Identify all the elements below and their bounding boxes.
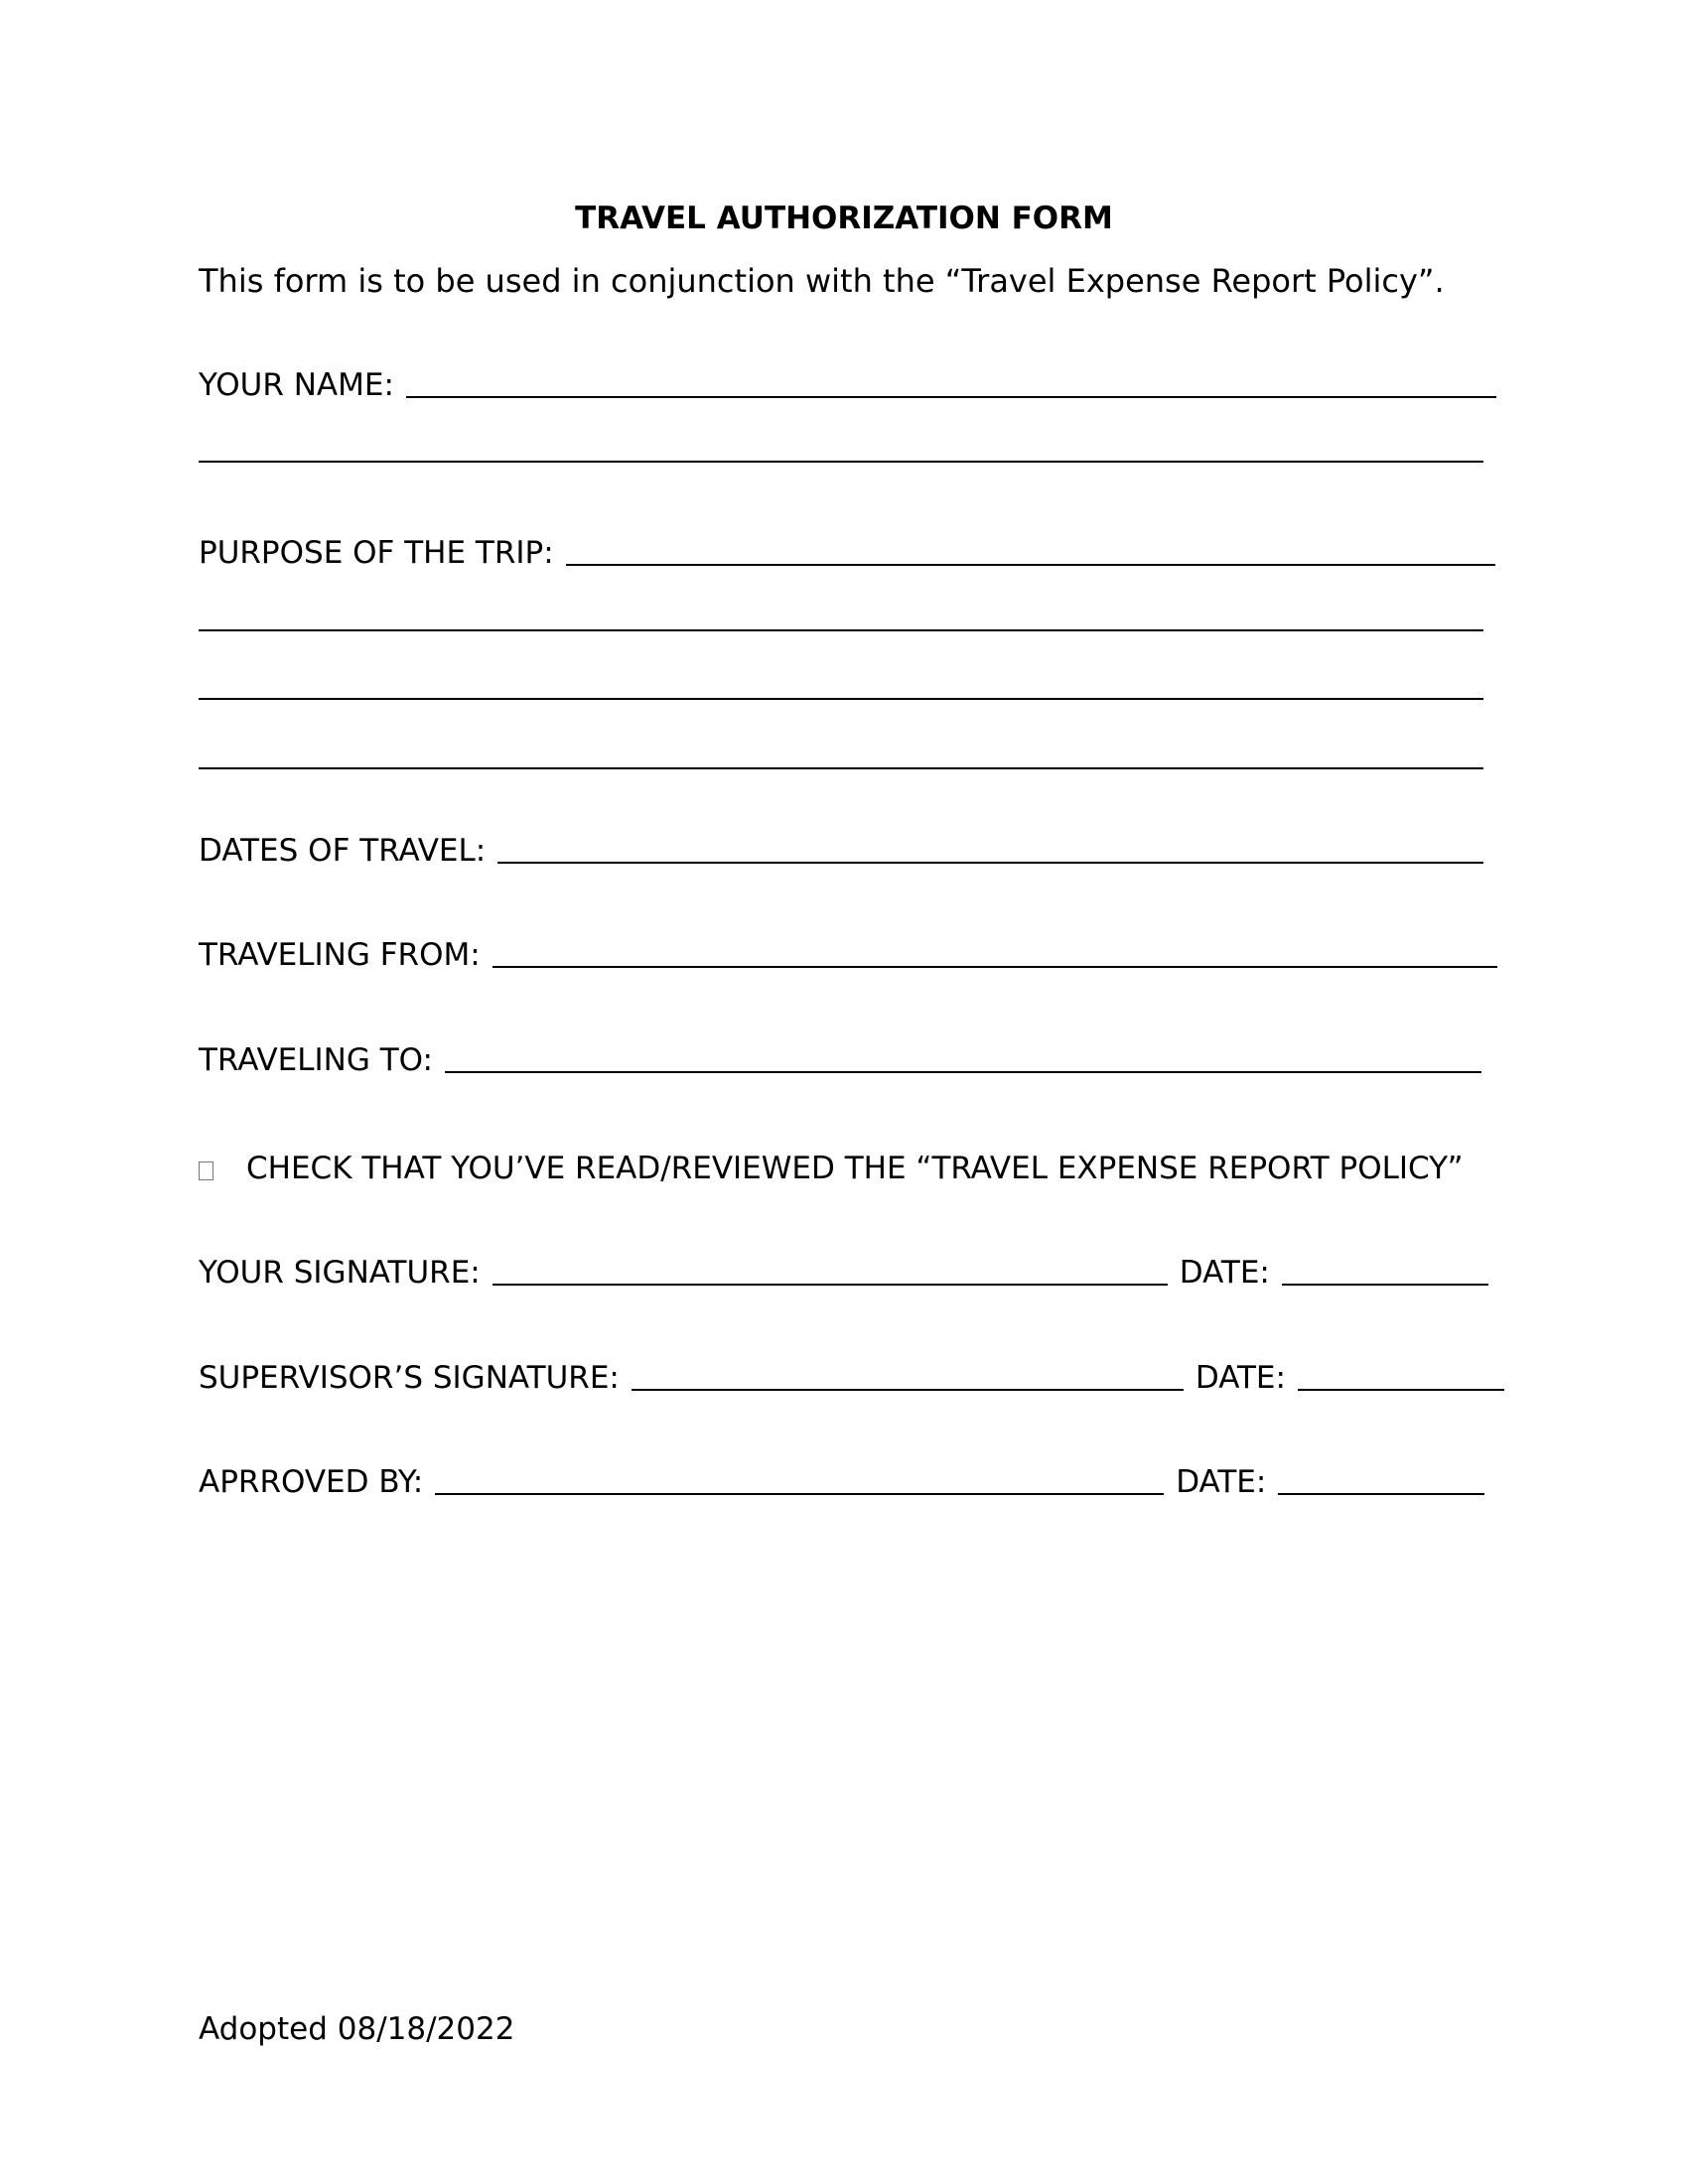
approved-by-label: APRROVED BY: [199, 1464, 424, 1500]
your-signature-row [199, 1253, 1488, 1293]
your-signature-field[interactable] [492, 1284, 1168, 1286]
your-name-label: YOUR NAME: [199, 367, 394, 403]
dates-of-travel-field[interactable] [497, 862, 1483, 864]
traveling-to-label: TRAVELING TO: [199, 1042, 433, 1078]
your-signature-date-label: DATE: [1179, 1255, 1270, 1291]
traveling-from-field[interactable] [492, 966, 1497, 968]
your-name-field[interactable] [406, 396, 1496, 398]
supervisor-signature-row [199, 1358, 1504, 1398]
your-signature-label: YOUR SIGNATURE: [199, 1255, 481, 1291]
purpose-field-line-3[interactable] [199, 698, 1483, 700]
supervisor-signature-label: SUPERVISOR’S SIGNATURE: [199, 1360, 620, 1396]
approved-by-row [199, 1462, 1484, 1502]
supervisor-signature-field[interactable] [632, 1389, 1184, 1391]
traveling-to-row [199, 1040, 1481, 1080]
your-name-row [199, 365, 1496, 405]
policy-check-row [199, 1149, 1464, 1188]
approved-by-date-label: DATE: [1176, 1464, 1267, 1500]
traveling-from-label: TRAVELING FROM: [199, 937, 481, 973]
dates-of-travel-label: DATES OF TRAVEL: [199, 833, 487, 869]
purpose-field-line-2[interactable] [199, 629, 1483, 631]
traveling-to-field[interactable] [445, 1071, 1481, 1073]
purpose-row [199, 533, 1495, 573]
adopted-date-footer: Adopted 08/18/2022 [199, 2011, 515, 2047]
form-intro: This form is to be used in conjunction with the “Travel Expense Report Policy”. [199, 262, 1445, 300]
purpose-field-line-4[interactable] [199, 767, 1483, 769]
traveling-from-row [199, 935, 1497, 975]
dates-of-travel-row [199, 831, 1483, 871]
approved-by-date-field[interactable] [1278, 1493, 1484, 1495]
policy-checkbox[interactable] [199, 1161, 213, 1180]
supervisor-signature-date-field[interactable] [1298, 1389, 1504, 1391]
your-name-field-line-2[interactable] [199, 461, 1483, 463]
policy-check-label: CHECK THAT YOU’VE READ/REVIEWED THE “TRAVEL EXPENSE REPORT POLICY” [246, 1151, 1464, 1186]
purpose-field[interactable] [566, 564, 1495, 566]
purpose-label: PURPOSE OF THE TRIP: [199, 535, 554, 571]
your-signature-date-field[interactable] [1282, 1284, 1488, 1286]
supervisor-signature-date-label: DATE: [1195, 1360, 1286, 1396]
approved-by-field[interactable] [435, 1493, 1164, 1495]
form-title: TRAVEL AUTHORIZATION FORM [575, 201, 1113, 236]
